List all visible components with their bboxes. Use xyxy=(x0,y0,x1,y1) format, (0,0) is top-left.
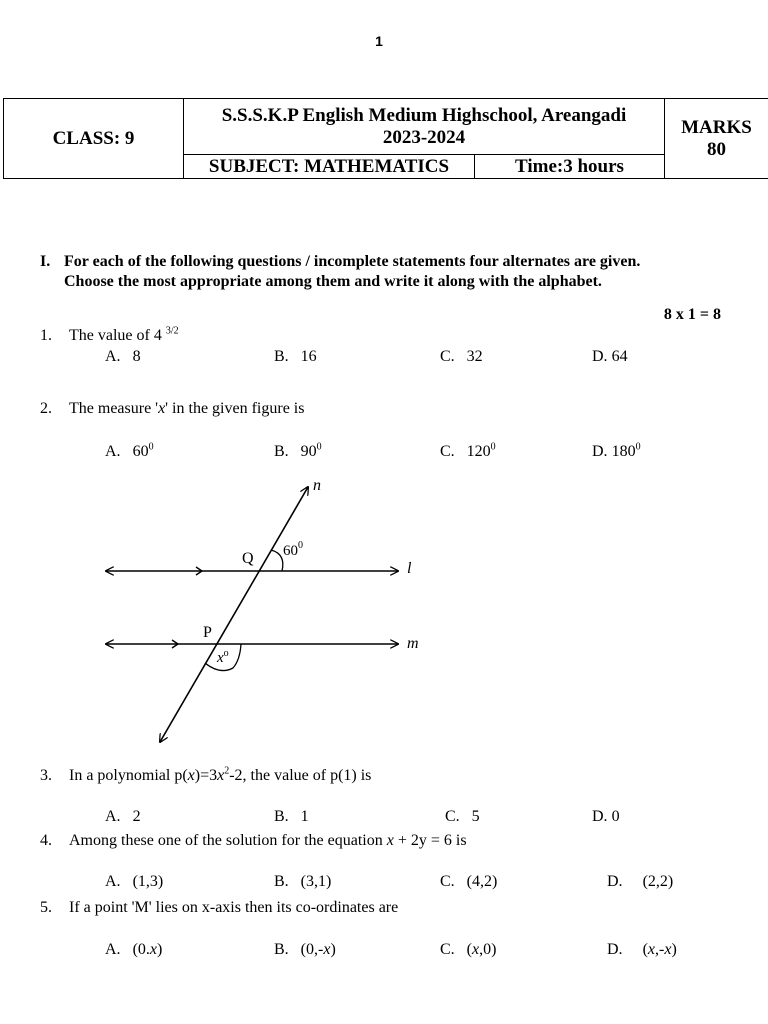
section-number: I. xyxy=(40,253,51,270)
question-text: If a point 'M' lies on x-axis then its co-ordinates are xyxy=(69,899,399,916)
class-label: CLASS: 9 xyxy=(4,99,184,179)
option: D. (2,2) xyxy=(607,873,674,890)
line-n-label: n xyxy=(313,477,321,494)
marks-label: MARKS xyxy=(681,116,752,138)
option: D. $180^0$ xyxy=(592,441,641,460)
instruction-line-1: For each of the following questions / incomplete statements four alternates are given. xyxy=(64,253,641,270)
point-q-label: Q xyxy=(242,550,254,567)
option: C. (4,2) xyxy=(440,873,498,890)
option: C. 32 xyxy=(440,348,483,365)
school-title xyxy=(184,99,665,155)
option: A. $60^0$ xyxy=(105,441,154,460)
page-number: 1 xyxy=(375,33,383,49)
instruction-line-2: Choose the most appropriate among them and write it along with the alphabet. xyxy=(64,273,602,290)
section-instructions xyxy=(40,252,740,296)
angle-bottom-label: $x^o$ xyxy=(217,648,229,666)
question-number: 5. xyxy=(40,899,52,916)
subject: SUBJECT: MATHEMATICS xyxy=(184,155,475,179)
option: B. 1 xyxy=(274,808,309,825)
line-l-label: l xyxy=(407,560,412,577)
option: A. (0.x) xyxy=(105,941,163,958)
time-allowed: Time:3 hours xyxy=(475,155,665,179)
option: A. 2 xyxy=(105,808,141,825)
question-number: 2. xyxy=(40,400,52,417)
angle-top-label: $60^0$ xyxy=(283,540,303,559)
question-number: 1. xyxy=(40,327,52,344)
point-p-label: P xyxy=(203,624,212,641)
option: A. (1,3) xyxy=(105,873,164,890)
section-marks: 8 x 1 = 8 xyxy=(663,306,721,323)
question-text: In a polynomial $p(x)=3x^2-2$, the value of p(1) is xyxy=(69,765,372,784)
exam-header xyxy=(3,98,768,179)
angle-arc-top xyxy=(271,550,283,571)
marks-value: 80 xyxy=(707,138,726,160)
question-number: 4. xyxy=(40,832,52,849)
school-name: S.S.S.K.P English Medium Highschool, Areangadi xyxy=(221,104,627,126)
academic-year: 2023-2024 xyxy=(382,126,466,148)
question-text: Among these one of the solution for the equation x + 2y = 6 is xyxy=(69,832,467,849)
option: C. (x,0) xyxy=(440,941,497,958)
question-number: 3. xyxy=(40,767,52,784)
option: A. 8 xyxy=(105,348,141,365)
option: B. (3,1) xyxy=(274,873,332,890)
parallel-lines-figure xyxy=(0,470,470,755)
transversal-n xyxy=(160,487,308,742)
option: B. 16 xyxy=(274,348,317,365)
option: C. 5 xyxy=(445,808,480,825)
option: B. $90^0$ xyxy=(274,441,322,460)
total-marks xyxy=(665,99,768,179)
option: D. (x,-x) xyxy=(607,941,677,958)
line-m-label: m xyxy=(407,635,419,652)
question-text: The measure 'x' in the given figure is xyxy=(69,400,305,417)
option: C. $120^0$ xyxy=(440,441,496,460)
option: B. (0,-x) xyxy=(274,941,336,958)
question-text: The value of 4 $^{3/2}$ xyxy=(69,325,179,344)
option: D. 64 xyxy=(592,348,628,365)
option: D. 0 xyxy=(592,808,620,825)
